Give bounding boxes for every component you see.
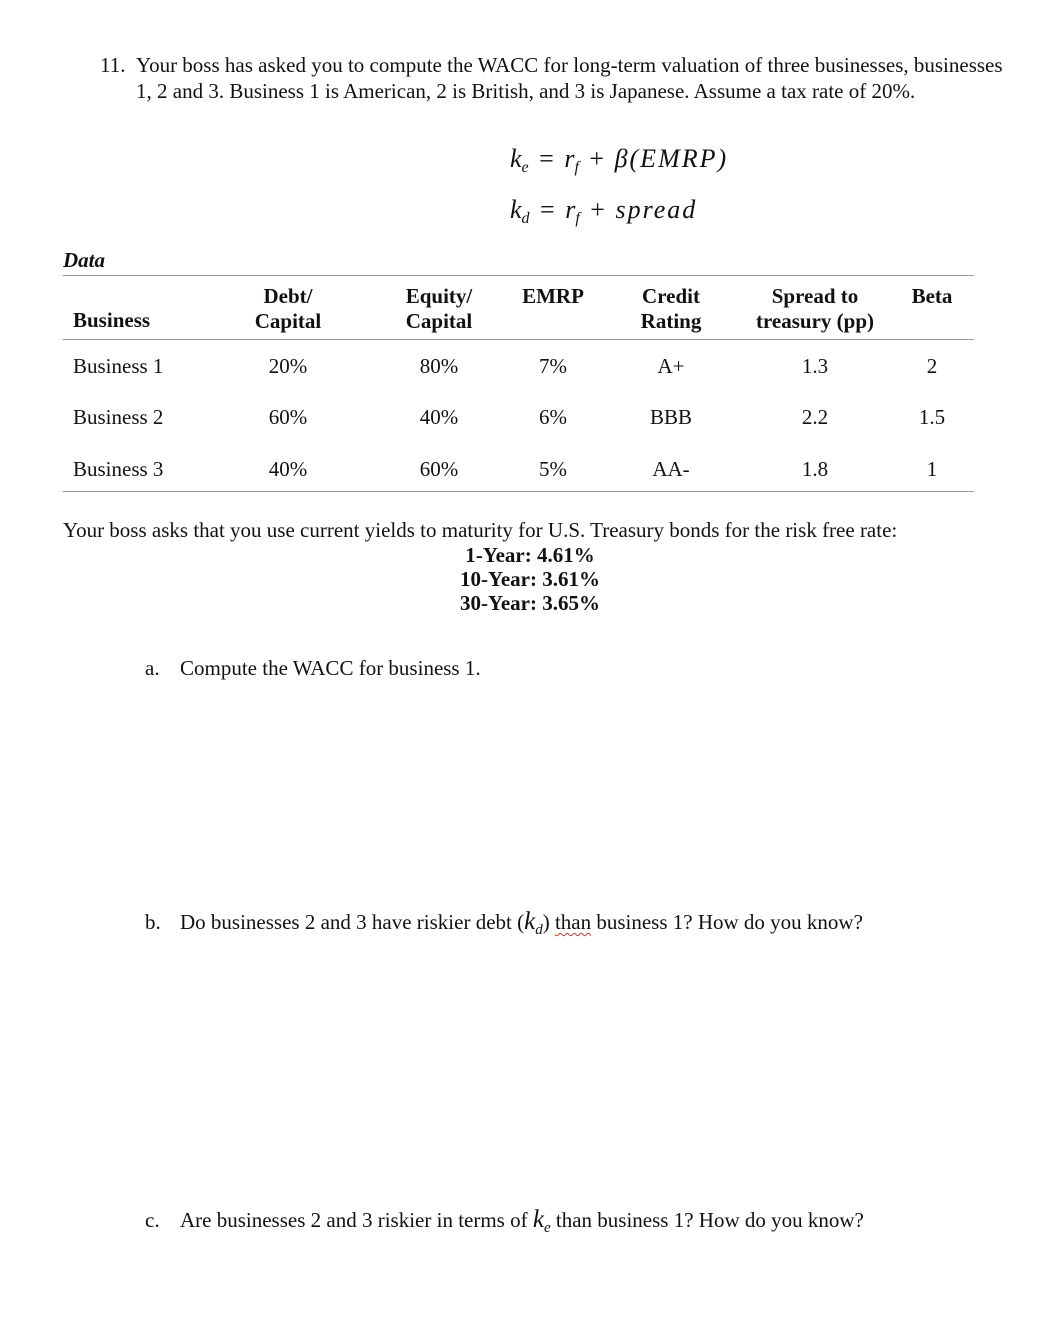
formula-ke-rf-sub: f [574, 159, 579, 176]
cell-business: Business 3 [73, 457, 164, 481]
header-debt-line2: Capital [254, 309, 322, 333]
formula-ke-lhs: k [510, 144, 522, 173]
header-credit-rating [621, 284, 721, 334]
formula-ke-lhs-sub: e [521, 159, 529, 176]
formula-kd-lhs-sub: d [521, 210, 530, 227]
header-debt-line1: Debt/ [263, 284, 313, 308]
header-credit-line2: Rating [640, 309, 702, 333]
header-equity-line2: Capital [405, 309, 473, 333]
cell-spread: 1.3 [801, 354, 829, 378]
formula-kd-equals: = [540, 195, 555, 224]
cell-equity: 40% [419, 405, 459, 429]
formula-kd-plus: + [590, 195, 605, 224]
part-c-math-sub: e [543, 1220, 551, 1237]
header-equity-line1: Equity/ [405, 284, 473, 308]
part-c-text-after: than business 1? How do you know? [550, 1208, 864, 1232]
table-bottom-rule [63, 491, 974, 492]
formula-cost-of-debt [510, 195, 697, 228]
question-number: 11. [100, 53, 126, 77]
cell-beta: 1 [926, 457, 938, 481]
header-beta: Beta [911, 284, 953, 308]
formula-ke-equals: = [539, 144, 554, 173]
cell-business: Business 2 [73, 405, 164, 429]
question-text: Your boss has asked you to compute the WACC for long-term valuation of three businesses, businesses 1, 2 and 3. Business 1 is American, 2 is British, and 3 is Japanese. Assume a tax rate of 20%. [136, 53, 1003, 103]
cell-rating: A+ [657, 354, 685, 378]
part-b-math-k: k [524, 908, 536, 935]
header-spread-line1: Spread to [771, 284, 859, 308]
cell-business: Business 1 [73, 354, 164, 378]
part-c-math-k: k [532, 1206, 544, 1233]
part-b-letter: b. [145, 910, 161, 934]
formula-kd-rhs: spread [615, 195, 698, 224]
formula-cost-of-equity [510, 144, 728, 177]
cell-emrp: 5% [539, 457, 567, 481]
cell-debt: 20% [268, 354, 308, 378]
formula-ke-rhs: β(EMRP) [614, 144, 729, 173]
formula-kd-lhs: k [510, 195, 522, 224]
cell-emrp: 7% [539, 354, 567, 378]
part-c-text-before: Are businesses 2 and 3 riskier in terms of [180, 1208, 533, 1232]
part-b-spellcheck-word: than [554, 910, 592, 934]
cell-emrp: 6% [539, 405, 567, 429]
part-b-math-sub: d [535, 922, 543, 939]
cell-debt: 60% [268, 405, 308, 429]
cell-spread: 2.2 [801, 405, 829, 429]
part-c-letter: c. [145, 1208, 160, 1232]
header-credit-line1: Credit [642, 284, 700, 308]
risk-free-intro: Your boss asks that you use current yields to maturity for U.S. Treasury bonds for the risk free rate: [63, 518, 898, 542]
cell-beta: 2 [926, 354, 938, 378]
yield-1-year: 1-Year: 4.61% [465, 543, 595, 567]
part-a-letter: a. [145, 656, 160, 680]
cell-beta: 1.5 [918, 405, 946, 429]
yield-10-year: 10-Year: 3.61% [460, 567, 600, 591]
part-b [145, 908, 863, 939]
header-debt-capital [228, 284, 348, 334]
cell-rating: BBB [649, 405, 693, 429]
part-c [145, 1206, 864, 1237]
part-a-text: Compute the WACC for business 1. [180, 656, 481, 680]
yield-30-year: 30-Year: 3.65% [460, 591, 600, 615]
table-header-rule [63, 339, 974, 340]
data-label: Data [63, 248, 105, 272]
cell-spread: 1.8 [801, 457, 829, 481]
part-b-text-before: Do businesses 2 and 3 have riskier debt ( [180, 910, 525, 934]
header-business: Business [73, 308, 151, 332]
part-a [145, 656, 481, 681]
header-emrp: EMRP [522, 284, 584, 308]
treasury-yields [430, 543, 630, 615]
formula-ke-plus: + [589, 144, 605, 173]
part-b-text-mid: ) [542, 910, 555, 934]
table-top-rule [63, 275, 974, 276]
header-spread-line2: treasury (pp) [755, 309, 875, 333]
header-spread [740, 284, 890, 334]
formula-kd-rf-sub: f [575, 210, 580, 227]
header-equity-capital [379, 284, 499, 334]
formula-ke-rf: r [564, 144, 575, 173]
cell-debt: 40% [268, 457, 308, 481]
cell-equity: 80% [419, 354, 459, 378]
part-b-text-after: business 1? How do you know? [591, 910, 863, 934]
cell-rating: AA- [652, 457, 690, 481]
formula-kd-rf: r [565, 195, 576, 224]
cell-equity: 60% [419, 457, 459, 481]
